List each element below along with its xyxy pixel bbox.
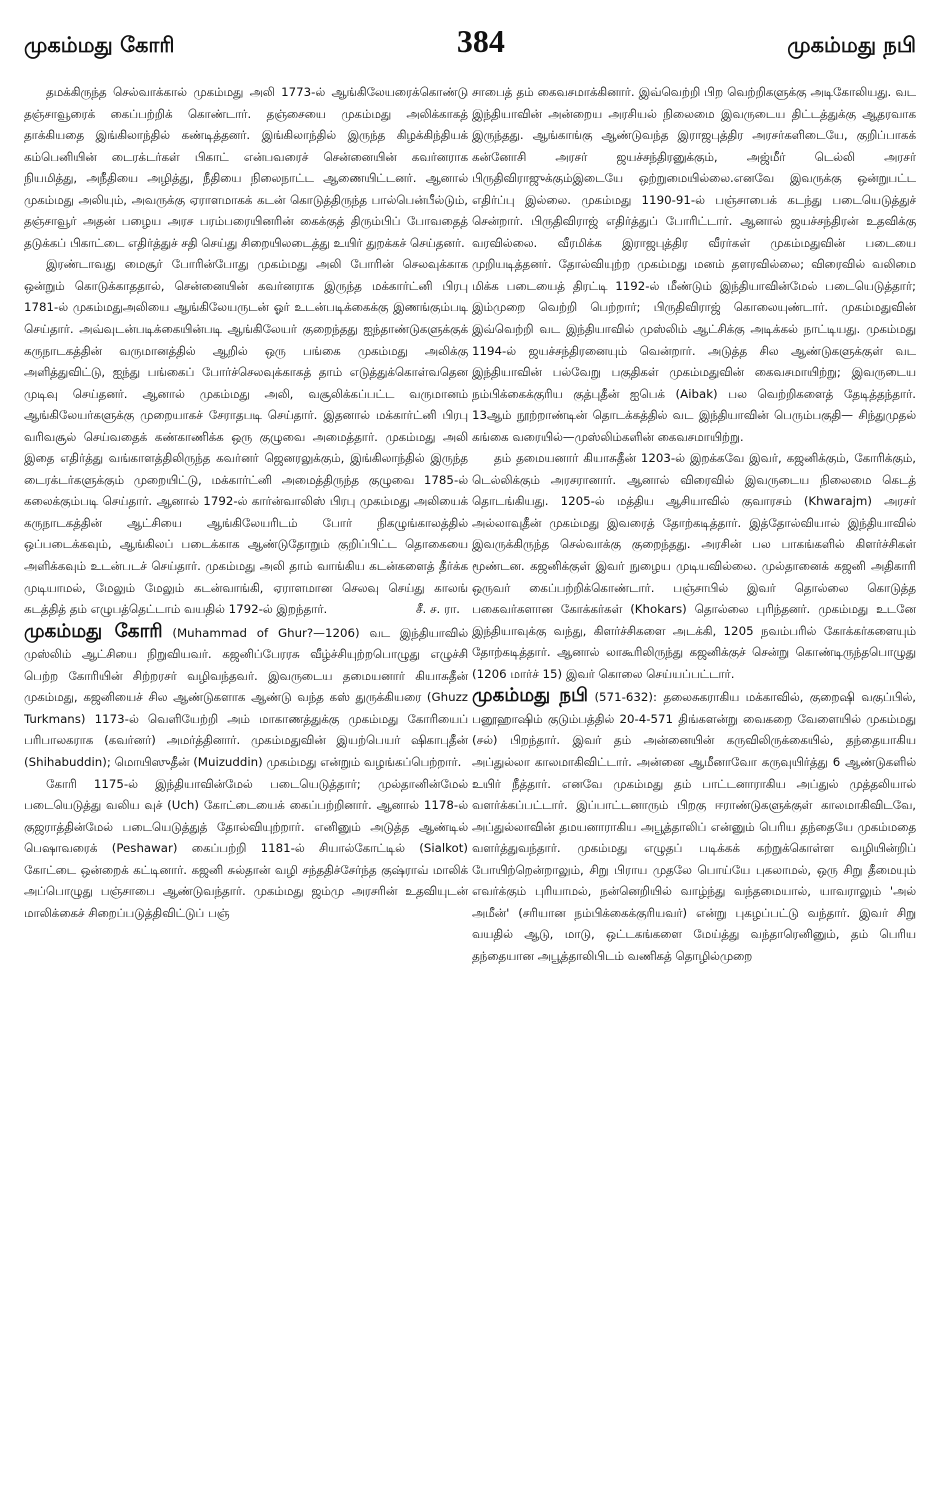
- left-column: [24, 82, 468, 1482]
- right-column: [472, 82, 916, 1482]
- paragraph: இரண்டாவது மைசூர் போரின்போது முகம்மது அலி போரின் செலவுக்காக ஒன்றும் கொடுக்காததால், சென்னையின் கவர்னராக இருந்த மக்கார்ட்னி பிரபு 1781-ல் முகம்மதுஅலியை ஆங்கிலேயருடன் ஓர் உடன்படிக்கைக்கு இணங்கும்படி செய்தார். அவ்வுடன்படிக்கையின்படி ஆங்கிலேயர் குறைந்தது ஐந்தாண்டுகளுக்குக் கருநாடகத்தின் வருமானத்தில் ஆறில் ஒரு பங்கை முகம்மது அலிக்கு அளித்துவிட்டு, ஐந்து பங்கைப் போர்ச்செலவுக்காகத் தாம் எடுத்துக்கொள்வதென முடிவு செய்தனர். ஆனால் முகம்மது அலி, வசூலிக்கப்பட்ட வருமானம் ஆங்கிலேயர்களுக்கு முறையாகச் சேராதபடி செய்தார். இதனால் மக்கார்ட்னி பிரபு வரிவசூல் செய்வதைக் கண்காணிக்க ஒரு குழுவை அமைத்தார். முகம்மது அலி இதை எதிர்த்து வங்காளத்திலிருந்த கவர்னர் ஜெனரலுக்கும், இங்கிலாந்தில் இருந்த டைரக்டர்களுக்கும் முறையிட்டு, மக்கார்ட்னி அமைத்திருந்த குழுவை 1785-ல் கலைக்கும்படி செய்தார். ஆனால் 1792-ல் கார்ன்வாலிஸ் பிரபு முகம்மது அலியைக் கருநாடகத்தின் ஆட்சியை ஆங்கிலேயரிடம் போர் நிகழுங்காலத்தில் ஒப்படைக்கவும், ஆங்கிலப் படைக்காக ஆண்டுதோறும் குறிப்பிட்ட தொகையை அளிக்கவும் உடன்படச் செய்தார். முகம்மது அலி தாம் வாங்கிய கடன்களைத் தீர்க்க முடியாமல், மேலும் மேலும் கடன்வாங்கி, ஏராளமான செலவு செய்து காலங் கடத்தித் தம் எழுபத்தெட்டாம் வயதில் 1792-ல் இறந்தார்.: [24, 257, 468, 617]
- entry-muhammad-nabi: [472, 685, 916, 967]
- paragraph: சாபைத் தம் கைவசமாக்கினார். இவ்வெற்றி பிற வெற்றிகளுக்கு அடிகோலியது. வட இந்தியாவின் அன்றைய அரசியல் நிலைமை இவருடைய திட்டத்துக்கு ஆதரவாக இருந்தது. ஆங்காங்கு ஆண்டுவந்த இராஜபுத்திர அரசர்களிடையே, குறிப்பாகக் கன்னோசி அரசர் ஜயச்சந்திரனுக்கும், அஜ்மீர் டெல்லி அரசர் பிருதிவிராஜுக்கும்இடையே ஒற்றுமையில்லை.எனவே இவருக்கு ஒன்றுபட்ட எதிர்ப்பு இல்லை. முகம்மது 1190-91-ல் பஞ்சாபைக் கடந்து படையெடுத்துச் சென்றார். பிருதிவிராஜ் எதிர்த்துப் போரிட்டார். ஆனால் ஜயச்சந்திரன் உதவிக்கு வரவில்லை. வீரமிக்க இராஜபுத்திர வீரர்கள் முகம்மதுவின் படையை முறியடித்தனர். தோல்வியுற்ற முகம்மது மனம் தளரவில்லை; விரைவில் வலிமை மிக்க படையைத் திரட்டி 1192-ல் மீண்டும் இந்தியாவின்மேல் படையெடுத்தார்; இம்முறை வெற்றி பெற்றார்; பிருதிவிராஜ் கொலையுண்டார். முகம்மதுவின் இவ்வெற்றி வட இந்தியாவில் முஸ்லிம் ஆட்சிக்கு அடிக்கல் நாட்டியது. முகம்மது 1194-ல் ஜயச்சந்திரனையும் வென்றார். அடுத்த சில ஆண்டுகளுக்குள் வட இந்தியாவின் பல்வேறு பகுதிகள் முகம்மதுவின் கைவசமாயிற்று; இவருடைய நம்பிக்கைக்குரிய குத்புதீன் ஐபெக் (Aibak) பல வெற்றிகளைத் தேடித்தந்தார். 13ஆம் நூற்றாண்டின் தொடக்கத்தில் வட இந்தியாவின் பெரும்பகுதி— சிந்துமுதல் கங்கை வரையில்—முஸ்லிம்களின் கைவசமாயிற்று.: [472, 85, 916, 444]
- paragraph: கோரி 1175-ல் இந்தியாவின்மேல் படையெடுத்தார்; முல்தானின்மேல் படையெடுத்து வலிய வுச் (Uch) கோட்டையைக் கைப்பற்றினார். ஆனால் 1178-ல் குஜராத்தின்மேல் படையெடுத்துத் தோல்வியுற்றார். எனினும் அடுத்த ஆண்டில் பெஷாவரைக் (Peshawar) கைப்பற்றி 1181-ல் சியால்கோட்டில் (Sialkot) கோட்டை ஒன்றைக் கட்டினார். கஜனி சுல்தான் வழி சந்ததிச்சேர்ந்த குஷ்ராவ் மாலிக் அப்பொழுது பஞ்சாபை ஆண்டுவந்தார். முகம்மது ஜம்மு அரசரின் உதவியுடன் மாலிக்கைச் சிறைப்படுத்திவிட்டுப் பஞ்: [24, 776, 468, 920]
- paragraph: தம் தமையனார் கியாசுதீன் 1203-ல் இறக்கவே இவர், கஜனிக்கும், கோரிக்கும், டெல்லிக்கும் அரசரானார். ஆனால் விரைவில் இவருடைய நிலைமை கெடத் தொடங்கியது. 1205-ல் மத்திய ஆசியாவில் குவாரசம் (Khwarajm) அரசர் அல்லாவுதீன் முகம்மது இவரைத் தோற்கடித்தார். இத்தோல்வியால் இந்தியாவில் இவருக்கிருந்த செல்வாக்கு குறைந்தது. அரசின் பல பாகங்களில் கிளர்ச்சிகள் மூண்டன. கஜனிக்குள் இவர் நுழைய முடியவில்லை. முல்தானைக் கஜனி அதிகாரி ஒருவர் கைப்பற்றிக்கொண்டார். பஞ்சாபில் இவர் தொல்லை கொடுத்த பகைவர்களான கோக்கர்கள் (Khokars) தொல்லை புரிந்தனர். முகம்மது உடனே இந்தியாவுக்கு வந்து, கிளர்ச்சிகளை அடக்கி, 1205 நவம்பரில் கோக்கர்களையும் தோற்கடித்தார். ஆனால் லாகூரிலிருந்து கஜனிக்குச் சென்று கொண்டிருந்தபொழுது (1206 மார்ச் 15) இவர் கொலை செய்யப்பட்டார்.: [472, 451, 916, 681]
- running-head-left: முகம்மது கோரி: [24, 33, 175, 57]
- paragraph: தமக்கிருந்த செல்வாக்கால் முகம்மது அலி 1773-ல் ஆங்கிலேயரைக்கொண்டு தஞ்சாவூரைக் கைப்பற்றிக் கொண்டார். தஞ்சையை முகம்மது அலிக்காகத் தாக்கியதை இங்கிலாந்தில் கண்டித்தனர். இங்கிலாந்தில் இருந்த கிழக்கிந்தியக் கம்பெனியின் டைரக்டர்கள் பிகாட் என்பவரைச் சென்னையின் கவர்னராக நியமித்து, அநீதியை அழித்து, நீதியை நிலைநாட்ட ஆணையிட்டனர். ஆனால் முகம்மது அலியும், அவருக்கு ஏராளமாகக் கடன் கொடுத்திருந்த பால்பென்பீல்டும், தஞ்சாவூர் அதன் பழைய அரச பரம்பரையினரின் கைக்குத் திரும்பிப் போவதைத் தடுக்கப் பிகாட்டை எதிர்த்துச் சதி செய்து சிறையிலடைத்து உயிர் துறக்கச் செய்தனர்.: [24, 85, 468, 250]
- running-head-right: முகம்மது நபி: [787, 33, 916, 57]
- page-number: 384: [456, 23, 505, 59]
- entry-text: (Muhammad of Ghur?—1206) வட இந்தியாவில் முஸ்லிம் ஆட்சியை நிறுவியவர். கஜனிப்பேரரசு வீழ்ச்சியுற்றபொழுது எழுச்சி பெற்ற கோரியின் சிற்றரசர் வழிவந்தவர். இவருடைய தமையனார் கியாசுதீன் முகம்மது, கஜனியைச் சில ஆண்டுகளாக ஆண்டு வந்த கஸ் துருக்கியரை (Ghuzz Turkmans) 1173-ல் வெளியேற்றி அம் மாகாணத்துக்கு முகம்மது கோரியைப் பரிபாலகராக (கவர்னர்) அமர்த்தினார். முகம்மதுவின் இயற்பெயர் ஷிகாபுதீன் (Shihabuddin); மொயிஸுதீன் (Muizuddin) முகம்மது என்றும் வழங்கப்பெற்றார்.: [24, 625, 468, 769]
- entry-heading: முகம்மது கோரி: [24, 620, 163, 642]
- author-signature: சீ. ச. ரா.: [415, 602, 460, 617]
- text-columns: [24, 82, 916, 1482]
- entry-text: (571-632): தலைசுகராகிய மக்காவில், குறைஷி வகுப்பில், பனூஹாஷிம் குடும்பத்தில் 20-4-571 திங்களன்று வைகறை வேளையில் முகம்மது (சல்) பிறந்தார். இவர் தம் அன்னையின் கருவிலிருக்கையில், தந்தையாகிய அப்துல்லா காலமாகிவிட்டார். அன்னை ஆமீனாவோ கருவுயிர்த்து 6 ஆண்டுகளில் உயிர் நீத்தார். எனவே முகம்மது தம் பாட்டனாராகிய அப்துல் முத்தலியால் வளர்க்கப்பட்டார். இப்பாட்டனாரும் பிறகு ஈராண்டுகளுக்குள் காலமாகிவிடவே, அப்துல்லாவின் தமயனாராகிய அபூத்தாலிப் என்னும் பெரிய தந்தையே முகம்மதை வளர்த்துவந்தார். முகம்மது எழுதப் படிக்கக் கற்றுக்கொள்ள வழியின்றிப் போயிற்றென்றாலும், சிறு பிராய முதலே பொய்யே புகலாமல், ஒரு சிறு தீமையும் எவர்க்கும் புரியாமல், நன்னெறியில் வாழ்ந்து வந்தமையால், யாவராலும் 'அல் அமீன்' (சரியான நம்பிக்கைக்குரியவர்) என்று புகழப்பட்டு வந்தார். இவர் சிறு வயதில் ஆடு, மாடு, ஒட்டகங்களை மேய்த்து வந்தாரெனினும், தம் பெரிய தந்தையான அபூத்தாலிபிடம் வணிகத் தொழில்முறை: [472, 690, 916, 963]
- entry-heading: முகம்மது நபி: [472, 685, 589, 707]
- entry-muhammad-ghori: [24, 621, 468, 774]
- page-header: [24, 22, 916, 60]
